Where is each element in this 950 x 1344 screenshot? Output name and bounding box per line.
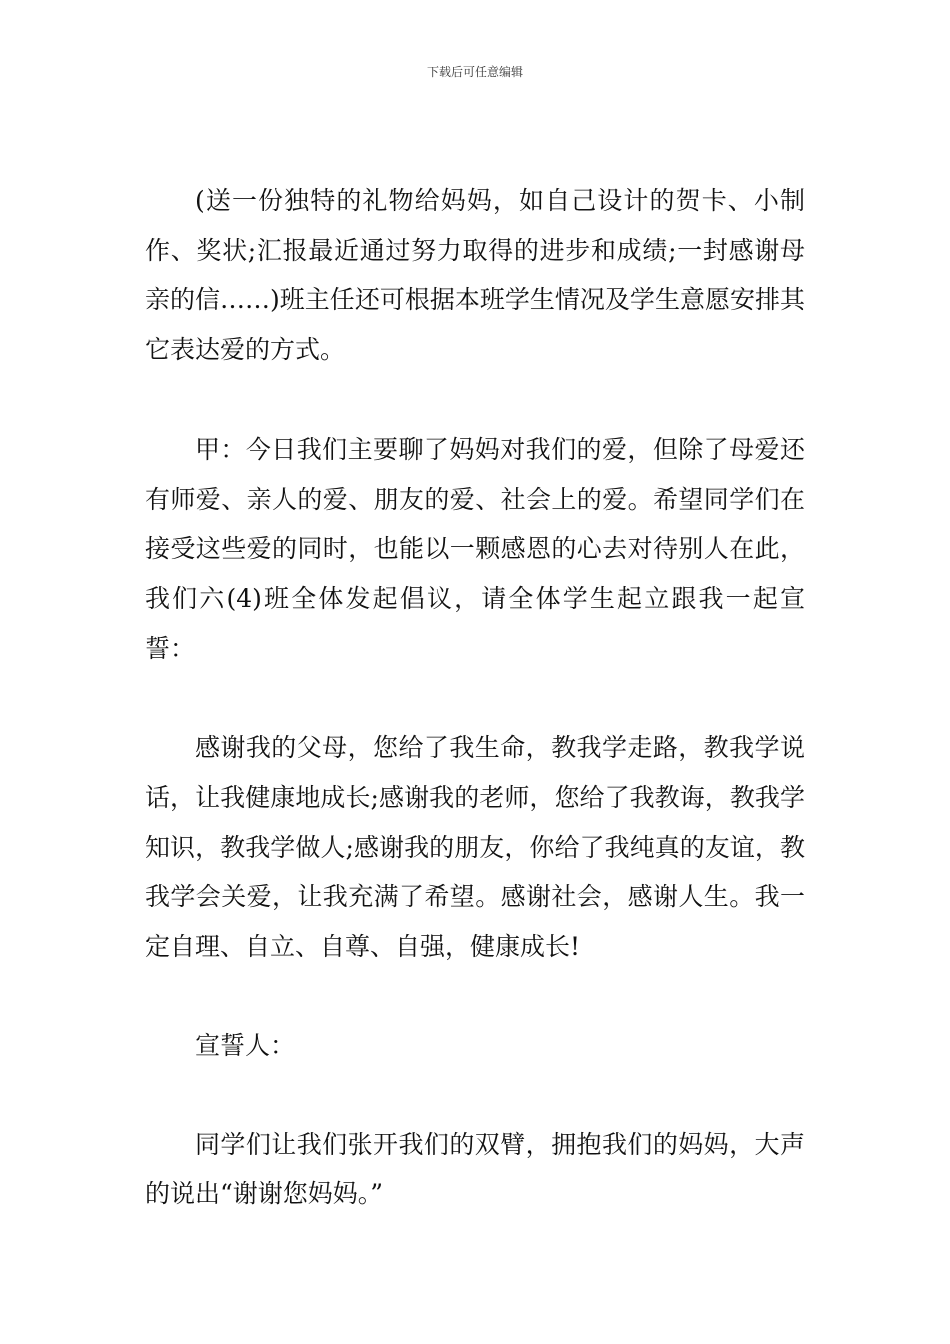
paragraph-oath-signer: 宣誓人： [195, 1030, 296, 1060]
paragraph-oath: 感谢我的父母，您给了我生命，教我学走路，教我学说话，让我健康地成长;感谢我的老师，您给了我教诲，教我学知识，教我学做人;感谢我的朋友，你给了我纯真的友谊，教我学会关爱，让我充满了希望。感谢社会，感谢人生。我一定自理、自立、自尊、自强，健康成长! [145, 733, 805, 962]
paragraph-spacer [145, 1071, 805, 1120]
paragraph-spacer [145, 375, 805, 425]
paragraph-gift-suggestions: (送一份独特的礼物给妈妈，如自己设计的贺卡、小制作、奖状;汇报最近通过努力取得的进步和成绩;一封感谢母亲的信……)班主任还可根据本班学生情况及学生意愿安排其它表达爱的方式。 [145, 186, 805, 365]
paragraph-host-speech: 甲：今日我们主要聊了妈妈对我们的爱，但除了母爱还有师爱、亲人的爱、朋友的爱、社会上的爱。希望同学们在接受这些爱的同时，也能以一颗感恩的心去对待别人在此，我们六(4)班全体发起倡议，请全体学生起立跟我一起宣誓： [145, 434, 805, 663]
paragraph-spacer [145, 972, 805, 1021]
document-body [145, 176, 805, 1219]
page-header-note: 下载后可任意编辑 [426, 65, 523, 79]
paragraph-closing: 同学们让我们张开我们的双臂，拥抱我们的妈妈，大声的说出“谢谢您妈妈。” [145, 1129, 805, 1209]
paragraph-spacer [145, 673, 805, 723]
